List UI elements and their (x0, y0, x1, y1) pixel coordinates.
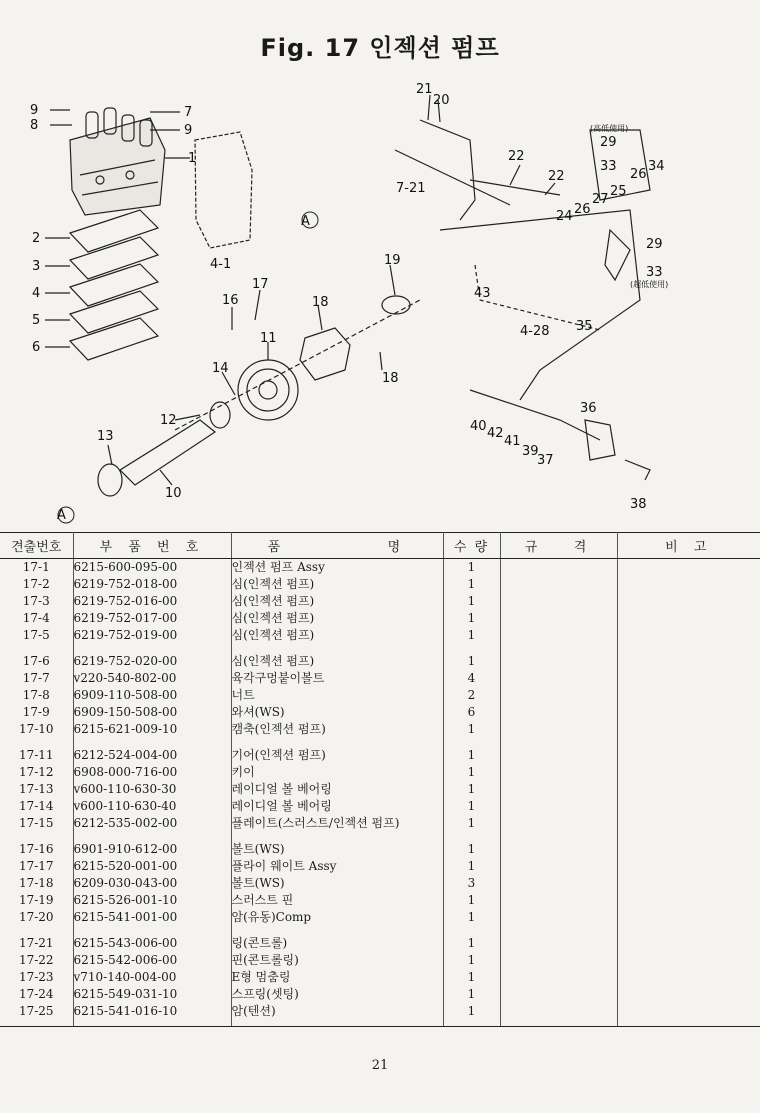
remarks-cell (617, 670, 760, 687)
callout: 5 (32, 313, 41, 328)
spec-cell (500, 858, 617, 875)
table-row (0, 593, 760, 610)
table-row (0, 969, 760, 986)
ref-cell: 17-21 (0, 926, 73, 952)
callout: 21 (416, 82, 433, 97)
callout: 26 (574, 202, 591, 217)
ref-cell: 17-17 (0, 858, 73, 875)
callout: A (301, 214, 310, 229)
name-cell: 심(인젝션 펌프) (231, 593, 443, 610)
part-no-cell: v710-140-004-00 (73, 969, 231, 986)
callout: 17 (252, 277, 269, 292)
name-cell: 볼트(WS) (231, 832, 443, 858)
part-no-cell: 6215-520-001-00 (73, 858, 231, 875)
table-row (0, 781, 760, 798)
callout-note: (超低使用) (630, 280, 669, 289)
col-header-spec: 규 격 (500, 533, 617, 559)
name-cell: 심(인젝션 펌프) (231, 610, 443, 627)
table-row (0, 815, 760, 832)
spec-cell (500, 781, 617, 798)
callout: 9 (30, 103, 39, 118)
part-no-cell: v600-110-630-30 (73, 781, 231, 798)
part-no-cell: 6219-752-018-00 (73, 576, 231, 593)
remarks-cell (617, 610, 760, 627)
ref-cell: 17-18 (0, 875, 73, 892)
ref-cell: 17-7 (0, 670, 73, 687)
ref-cell: 17-24 (0, 986, 73, 1003)
ref-cell: 17-3 (0, 593, 73, 610)
remarks-cell (617, 892, 760, 909)
qty-cell: 6 (443, 704, 500, 721)
part-no-cell: 6215-549-031-10 (73, 986, 231, 1003)
callout: 4-28 (520, 324, 550, 339)
injection-pump-drawing (70, 108, 165, 215)
table-row (0, 1003, 760, 1027)
callout: 25 (610, 184, 627, 199)
table-body (0, 559, 760, 1027)
qty-cell: 1 (443, 738, 500, 764)
ref-cell: 17-16 (0, 832, 73, 858)
callout-note: (高低使用) (590, 124, 629, 133)
figure-title: Fig. 17 인젝션 펌프 (260, 34, 500, 62)
remarks-cell (617, 815, 760, 832)
part-no-cell: 6908-000-716-00 (73, 764, 231, 781)
table-row (0, 832, 760, 858)
table-row (0, 721, 760, 738)
name-cell: 레이디얼 볼 베어링 (231, 798, 443, 815)
name-cell: 암(텐션) (231, 1003, 443, 1027)
part-no-cell: 6215-542-006-00 (73, 952, 231, 969)
table-row (0, 858, 760, 875)
callout: 36 (580, 401, 597, 416)
name-cell: E형 멈춤링 (231, 969, 443, 986)
qty-cell: 1 (443, 644, 500, 670)
name-cell: 너트 (231, 687, 443, 704)
part-no-cell: 6212-524-004-00 (73, 738, 231, 764)
part-no-cell: 6209-030-043-00 (73, 875, 231, 892)
ref-cell: 17-1 (0, 559, 73, 577)
part-no-cell: 6215-621-009-10 (73, 721, 231, 738)
table-row (0, 738, 760, 764)
part-no-cell: 6219-752-019-00 (73, 627, 231, 644)
spec-cell (500, 687, 617, 704)
spec-cell (500, 610, 617, 627)
part-no-cell: v220-540-802-00 (73, 670, 231, 687)
remarks-cell (617, 576, 760, 593)
remarks-cell (617, 986, 760, 1003)
callout: 39 (522, 444, 539, 459)
table-row (0, 670, 760, 687)
ref-cell: 17-14 (0, 798, 73, 815)
part-no-cell: 6215-526-001-10 (73, 892, 231, 909)
qty-cell: 1 (443, 986, 500, 1003)
spec-cell (500, 909, 617, 926)
table-row (0, 559, 760, 577)
name-cell: 스러스트 핀 (231, 892, 443, 909)
callout: 7 (184, 105, 193, 120)
callout: 22 (548, 169, 565, 184)
col-header-ref: 견출번호 (0, 533, 73, 559)
part-no-cell: 6215-600-095-00 (73, 559, 231, 577)
callout: 34 (648, 159, 665, 174)
callout: 4 (32, 286, 41, 301)
spec-cell (500, 832, 617, 858)
callout: 1 (188, 151, 197, 166)
col-header-part-no: 부 품 번 호 (73, 533, 231, 559)
ref-cell: 17-19 (0, 892, 73, 909)
name-cell: 심(인젝션 펌프) (231, 576, 443, 593)
part-no-cell: 6219-752-016-00 (73, 593, 231, 610)
spec-cell (500, 593, 617, 610)
table-row (0, 610, 760, 627)
table-header-row (0, 533, 760, 559)
remarks-cell (617, 858, 760, 875)
qty-cell: 1 (443, 798, 500, 815)
name-cell: 링(콘트롤) (231, 926, 443, 952)
callout: 42 (487, 426, 504, 441)
name-cell: 키이 (231, 764, 443, 781)
callout: 7-21 (396, 181, 426, 196)
callout: 33 (600, 159, 617, 174)
callout: 12 (160, 413, 177, 428)
part-no-cell: 6219-752-020-00 (73, 644, 231, 670)
name-cell: 핀(콘트롤링) (231, 952, 443, 969)
ref-cell: 17-22 (0, 952, 73, 969)
remarks-cell (617, 952, 760, 969)
ref-cell: 17-9 (0, 704, 73, 721)
col-header-remarks: 비 고 (617, 533, 760, 559)
remarks-cell (617, 738, 760, 764)
remarks-cell (617, 969, 760, 986)
remarks-cell (617, 627, 760, 644)
callout: 22 (508, 149, 525, 164)
callout: 9 (184, 123, 193, 138)
name-cell: 플라이 웨이트 Assy (231, 858, 443, 875)
remarks-cell (617, 687, 760, 704)
spec-cell (500, 627, 617, 644)
qty-cell: 1 (443, 952, 500, 969)
callout: 3 (32, 259, 41, 274)
callout: 27 (592, 192, 609, 207)
callout: 18 (312, 295, 329, 310)
name-cell: 플레이트(스러스트/인젝션 펌프) (231, 815, 443, 832)
qty-cell: 1 (443, 781, 500, 798)
callout: 37 (537, 453, 554, 468)
callout: 41 (504, 434, 521, 449)
spec-cell (500, 969, 617, 986)
remarks-cell (617, 644, 760, 670)
callout: 16 (222, 293, 239, 308)
part-no-cell: 6215-541-016-10 (73, 1003, 231, 1027)
remarks-cell (617, 875, 760, 892)
remarks-cell (617, 764, 760, 781)
spec-cell (500, 721, 617, 738)
part-no-cell: 6219-752-017-00 (73, 610, 231, 627)
ref-cell: 17-2 (0, 576, 73, 593)
page-number: 21 (371, 1058, 389, 1073)
ref-cell: 17-15 (0, 815, 73, 832)
part-no-cell: 6215-543-006-00 (73, 926, 231, 952)
spec-cell (500, 875, 617, 892)
callout: 19 (384, 253, 401, 268)
remarks-cell (617, 593, 760, 610)
table-row (0, 764, 760, 781)
name-cell: 인젝션 펌프 Assy (231, 559, 443, 577)
callout: 35 (576, 319, 593, 334)
remarks-cell (617, 704, 760, 721)
name-cell: 캠축(인젝션 펌프) (231, 721, 443, 738)
name-cell: 레이디얼 볼 베어링 (231, 781, 443, 798)
table-row (0, 892, 760, 909)
qty-cell: 1 (443, 832, 500, 858)
qty-cell: 1 (443, 909, 500, 926)
table-row (0, 909, 760, 926)
callout: 24 (556, 209, 573, 224)
remarks-cell (617, 559, 760, 577)
remarks-cell (617, 781, 760, 798)
ref-cell: 17-12 (0, 764, 73, 781)
remarks-cell (617, 909, 760, 926)
spec-cell (500, 764, 617, 781)
ref-cell: 17-11 (0, 738, 73, 764)
name-cell: 와셔(WS) (231, 704, 443, 721)
qty-cell: 1 (443, 892, 500, 909)
part-no-cell: 6901-910-612-00 (73, 832, 231, 858)
callout: 8 (30, 118, 39, 133)
name-cell: 볼트(WS) (231, 875, 443, 892)
qty-cell: 1 (443, 627, 500, 644)
remarks-cell (617, 1003, 760, 1027)
qty-cell: 1 (443, 610, 500, 627)
qty-cell: 1 (443, 969, 500, 986)
callout: A (57, 508, 66, 523)
name-cell: 심(인젝션 펌프) (231, 644, 443, 670)
table-row (0, 576, 760, 593)
name-cell: 암(유동)Comp (231, 909, 443, 926)
ref-cell: 17-13 (0, 781, 73, 798)
ref-cell: 17-4 (0, 610, 73, 627)
spec-cell (500, 986, 617, 1003)
qty-cell: 1 (443, 858, 500, 875)
table-row (0, 644, 760, 670)
qty-cell: 1 (443, 815, 500, 832)
qty-cell: 2 (443, 687, 500, 704)
qty-cell: 1 (443, 576, 500, 593)
ref-cell: 17-25 (0, 1003, 73, 1027)
table-row (0, 704, 760, 721)
table-row (0, 986, 760, 1003)
callout: 11 (260, 331, 277, 346)
spec-cell (500, 1003, 617, 1027)
parts-table (0, 532, 760, 1027)
callout: 10 (165, 486, 182, 501)
callout: 4-1 (210, 257, 232, 272)
col-header-qty: 수 량 (443, 533, 500, 559)
qty-cell: 1 (443, 764, 500, 781)
remarks-cell (617, 832, 760, 858)
part-no-cell: 6909-110-508-00 (73, 687, 231, 704)
spec-cell (500, 670, 617, 687)
spec-cell (500, 738, 617, 764)
part-no-cell: 6212-535-002-00 (73, 815, 231, 832)
callout: 29 (600, 135, 617, 150)
qty-cell: 1 (443, 721, 500, 738)
table-row (0, 627, 760, 644)
spec-cell (500, 952, 617, 969)
spec-cell (500, 559, 617, 577)
spec-cell (500, 926, 617, 952)
part-no-cell: 6909-150-508-00 (73, 704, 231, 721)
callout: 14 (212, 361, 229, 376)
ref-cell: 17-20 (0, 909, 73, 926)
remarks-cell (617, 721, 760, 738)
qty-cell: 1 (443, 926, 500, 952)
callout: 33 (646, 265, 663, 280)
table-row (0, 687, 760, 704)
ref-cell: 17-10 (0, 721, 73, 738)
part-no-cell: v600-110-630-40 (73, 798, 231, 815)
spec-cell (500, 815, 617, 832)
ref-cell: 17-23 (0, 969, 73, 986)
callout: 26 (630, 167, 647, 182)
spec-cell (500, 576, 617, 593)
callout: 6 (32, 340, 41, 355)
exploded-parts-diagram (0, 78, 760, 530)
callout: 13 (97, 429, 114, 444)
callout: 18 (382, 371, 399, 386)
part-no-cell: 6215-541-001-00 (73, 909, 231, 926)
qty-cell: 1 (443, 593, 500, 610)
ref-cell: 17-5 (0, 627, 73, 644)
remarks-cell (617, 926, 760, 952)
spec-cell (500, 798, 617, 815)
qty-cell: 1 (443, 559, 500, 577)
name-cell: 육각구멍붙이볼트 (231, 670, 443, 687)
qty-cell: 1 (443, 1003, 500, 1027)
callout: 20 (433, 93, 450, 108)
table-row (0, 926, 760, 952)
name-cell: 심(인젝션 펌프) (231, 627, 443, 644)
qty-cell: 3 (443, 875, 500, 892)
qty-cell: 4 (443, 670, 500, 687)
col-header-name: 품 명 (231, 533, 443, 559)
callout: 29 (646, 237, 663, 252)
spec-cell (500, 644, 617, 670)
callout: 2 (32, 231, 41, 246)
callout: 40 (470, 419, 487, 434)
ref-cell: 17-8 (0, 687, 73, 704)
ref-cell: 17-6 (0, 644, 73, 670)
table-row (0, 875, 760, 892)
ref-marker-a-icon (58, 212, 318, 523)
spec-cell (500, 704, 617, 721)
spec-cell (500, 892, 617, 909)
name-cell: 스프링(셋팅) (231, 986, 443, 1003)
callout: 43 (474, 286, 491, 301)
table-row (0, 798, 760, 815)
remarks-cell (617, 798, 760, 815)
callout: 38 (630, 497, 647, 512)
name-cell: 기어(인젝션 펌프) (231, 738, 443, 764)
table-row (0, 952, 760, 969)
